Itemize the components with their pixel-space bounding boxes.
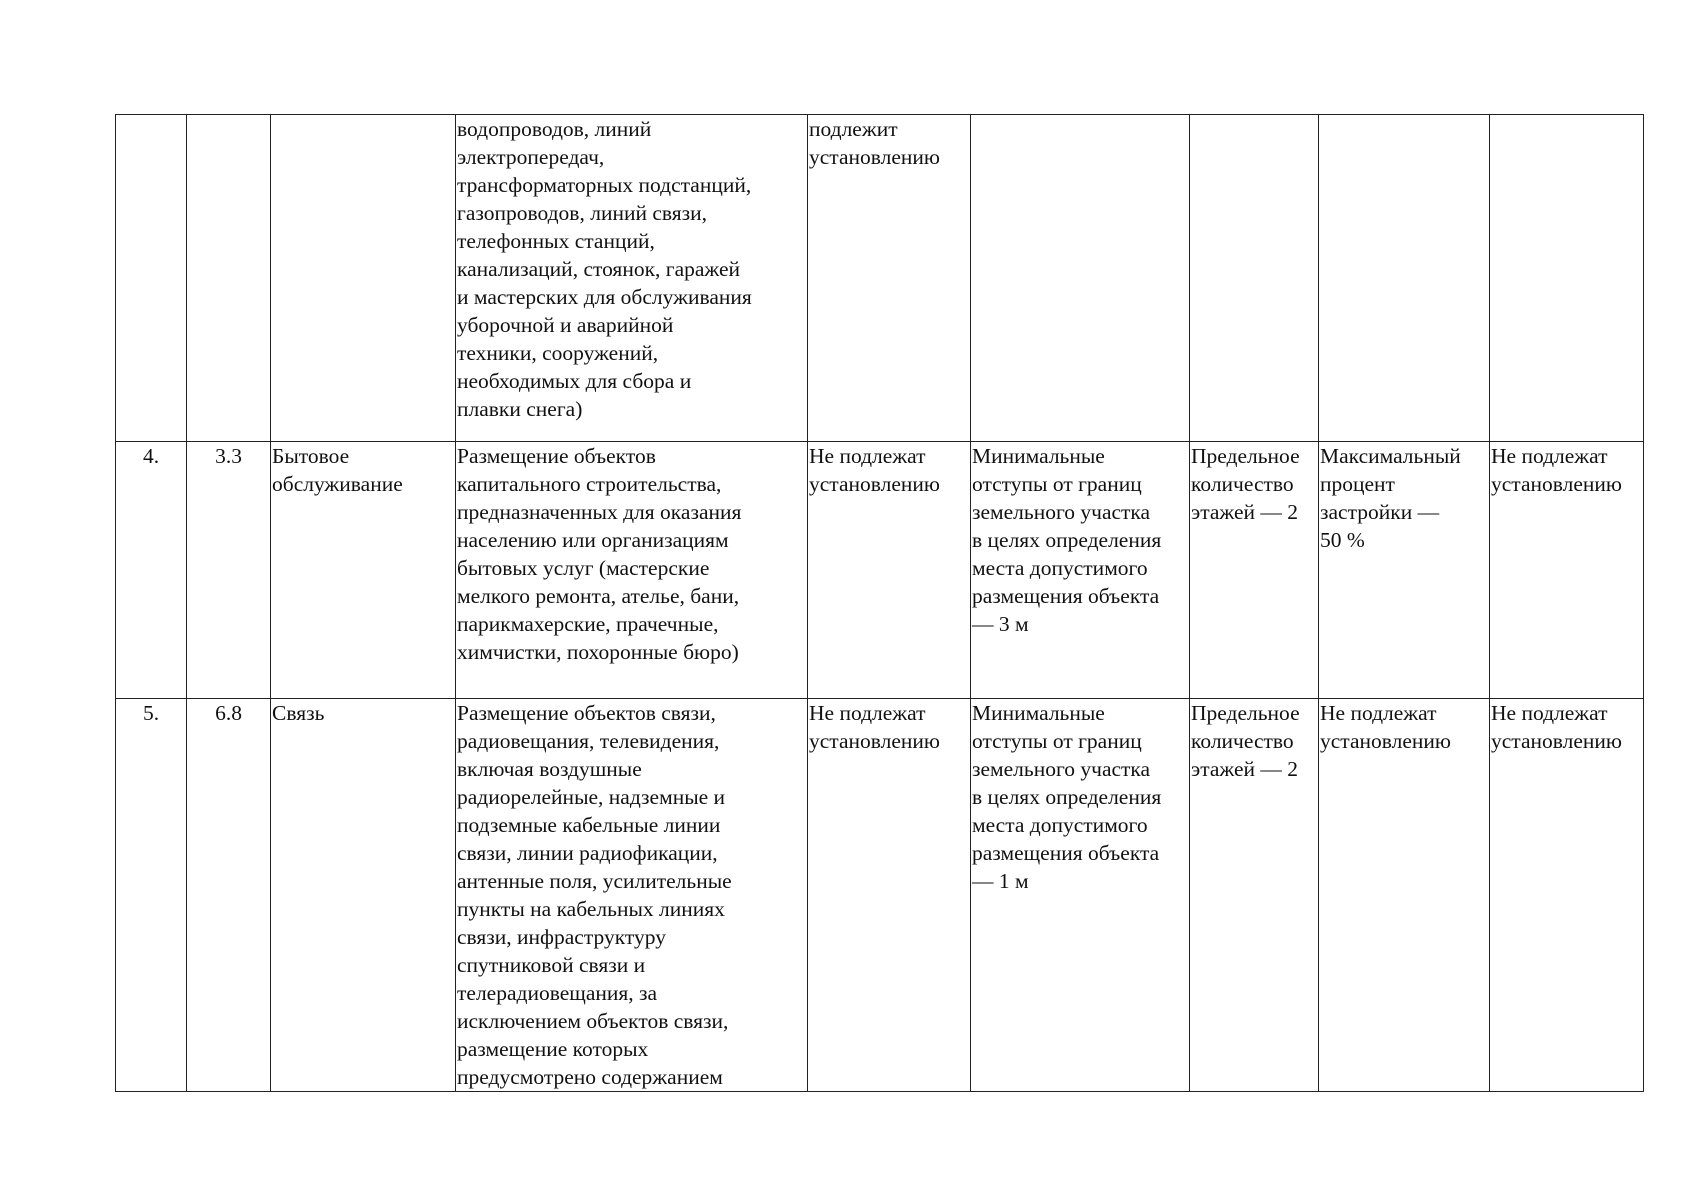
table-row [116,699,1644,1092]
land-use-regulations-table [115,114,1644,1092]
other-params-cell: Не подлежат установлению [1490,442,1644,699]
use-description-cell: водопроводов, линий электропередач, трансформаторных подстанций, газопроводов, линий связи, телефонных станций, канализаций, стоянок, гаражей и мастерских для обслуживания уборочной и аварийной техники, сооружений, необходимых для сбора и плавки снега) [456,115,808,442]
floors-cell: Предельное количество этажей — 2 [1190,699,1319,1092]
use-name-cell: Связь [271,699,456,1092]
coverage-cell: Максимальный процент застройки — 50 % [1319,442,1490,699]
table-row [116,442,1644,699]
setback-cell: Минимальные отступы от границ земельного участка в целях определения места допустимого размещения объекта — 1 м [971,699,1190,1092]
row-number-cell: 4. [116,442,187,699]
use-name-cell [271,115,456,442]
table-row [116,115,1644,442]
coverage-cell: Не подлежат установлению [1319,699,1490,1092]
use-code-cell: 6.8 [187,699,271,1092]
use-code-cell [187,115,271,442]
row-number-cell: 5. [116,699,187,1092]
plot-size-cell: Не подлежат установлению [808,442,971,699]
use-description-cell: Размещение объектов капитального строительства, предназначенных для оказания населению или организациям бытовых услуг (мастерские мелкого ремонта, ателье, бани, парикмахерские, прачечные, химчистки, похоронные бюро) [456,442,808,699]
setback-cell: Минимальные отступы от границ земельного участка в целях определения места допустимого размещения объекта — 3 м [971,442,1190,699]
use-name-cell: Бытовое обслуживание [271,442,456,699]
floors-cell [1190,115,1319,442]
setback-cell [971,115,1190,442]
plot-size-cell: Не подлежат установлению [808,699,971,1092]
use-code-cell: 3.3 [187,442,271,699]
use-description-cell: Размещение объектов связи, радиовещания, телевидения, включая воздушные радиорелейные, надземные и подземные кабельные линии связи, линии радиофикации, антенные поля, усилительные пункты на кабельных линиях связи, инфраструктуру спутниковой связи и телерадиовещания, за исключением объектов связи, размещение которых предусмотрено содержанием [456,699,808,1092]
coverage-cell [1319,115,1490,442]
row-number-cell [116,115,187,442]
other-params-cell: Не подлежат установлению [1490,699,1644,1092]
plot-size-cell: подлежит установлению [808,115,971,442]
floors-cell: Предельное количество этажей — 2 [1190,442,1319,699]
other-params-cell [1490,115,1644,442]
